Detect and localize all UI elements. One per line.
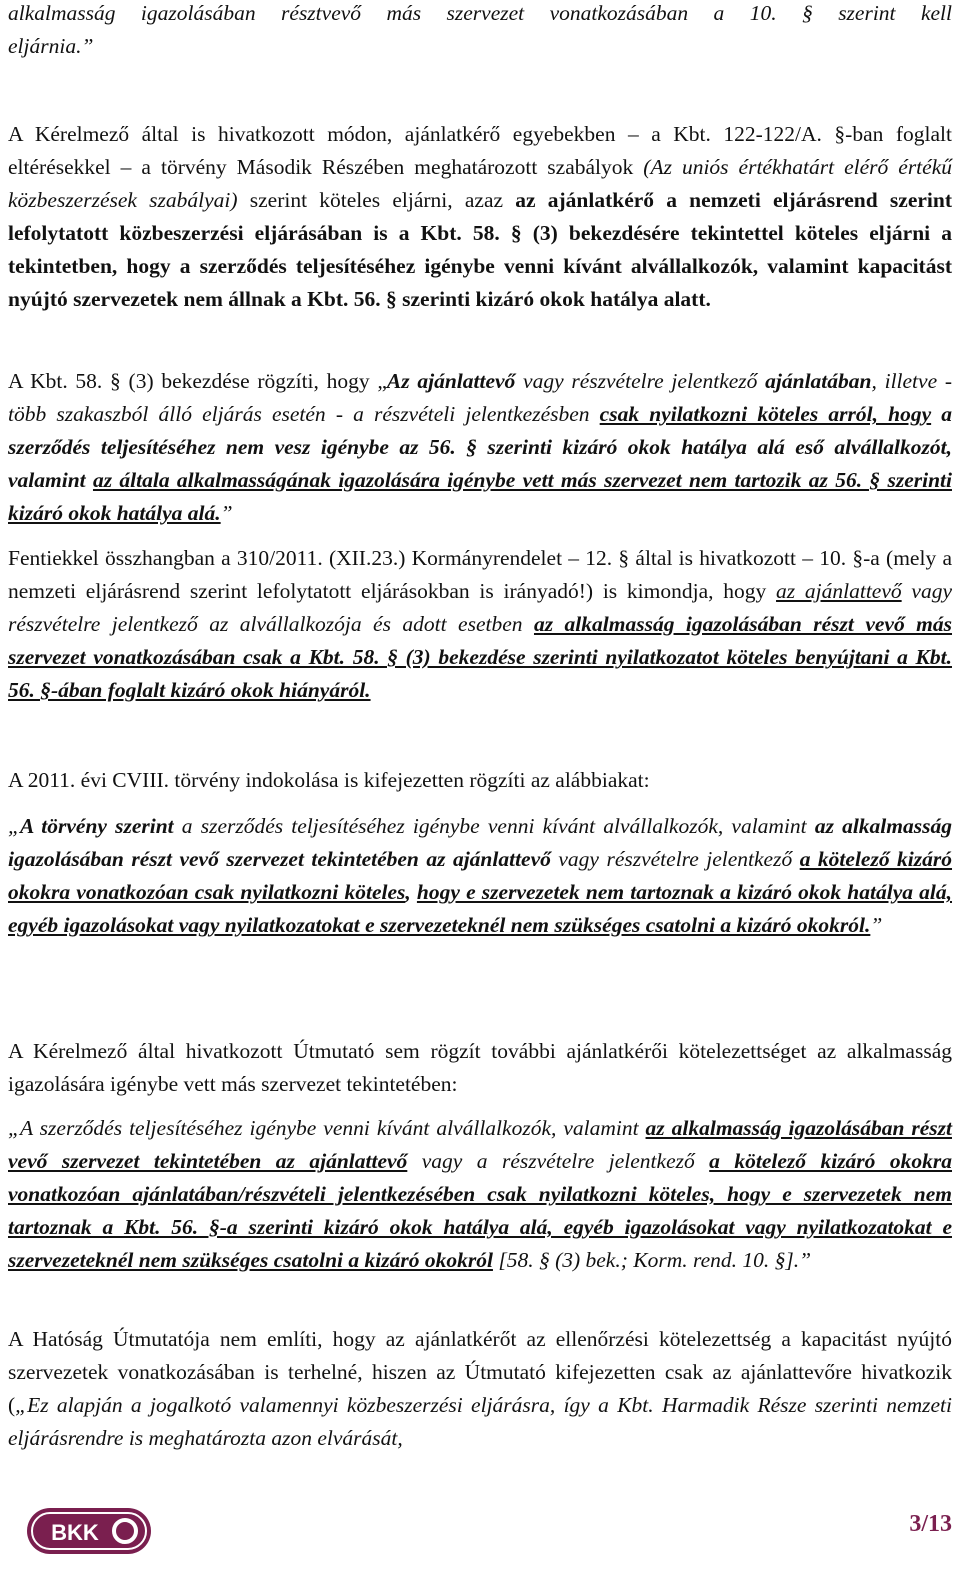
text-run-italic: ” — [220, 501, 233, 525]
text-run-bold: az alkalmasság igazolásában részt vevő szervezet tekintetében az ajánlattevő — [8, 814, 952, 871]
text-run: A Kbt. 58. § (3) bekezdése rögzíti, hogy „ — [8, 369, 387, 393]
paragraph-kerelmezo — [8, 118, 952, 316]
text-run-bold-underline: hogy e szervezetek nem tartoznak a kizáró okok hatálya alá, egyéb igazolásokat vagy nyilatkozatokat e szervezeteknél nem szükséges csatolni a kizáró okokról. — [8, 880, 952, 937]
paragraph-kbt-58 — [8, 365, 952, 530]
paragraph-utmutato-quote — [8, 1112, 952, 1277]
text-run-italic: „Ez alapján a jogalkotó valamennyi közbeszerzési eljárásra, így a Kbt. Harmadik Része szerinti nemzeti eljárásrendre is meghatározta azon elvárását, — [8, 1393, 952, 1450]
text-run-bold-underline: a kötelező kizáró okokra vonatkozóan ajánlatában/részvételi jelentkezésében csak nyilatkozni köteles, hogy e szervezetek nem tartoznak a Kbt. 56. §-a szerinti kizáró okok hatálya alá, egyéb igazolásokat vagy nyilatkozatokat e szervezeteknél nem szükséges csatolni a kizáró okokról — [8, 1149, 952, 1272]
paragraph-indokolas-quote — [8, 810, 952, 942]
text-line: alkalmasság igazolásában résztvevő más szervezet vonatkozásában a 10. § szerint kell — [8, 1, 952, 25]
text-run-bold-italic-underline: az általa alkalmasságának igazolására igénybe vett más szervezet nem tartozik az 56. § szerinti kizáró okok hatálya alá. — [8, 468, 952, 525]
text-run: Fentiekkel összhangban a 310/2011. (XII.23.) Kormányrendelet – 12. § által is hivatkozott – 10. §-a (mely a nemzeti eljárásrend szerint lefolytatott eljárásokban is irányadó!) is kimondja, hogy — [8, 546, 952, 603]
text-run: A Kérelmező által hivatkozott Útmutató sem rögzít további ajánlatkérői kötelezettséget az alkalmasság igazolására igénybe vett más szervezet tekintetében: — [8, 1039, 952, 1096]
text-run: A Kérelmező által is hivatkozott módon, ajánlatkérő egyebekben – a Kbt. 122-122/A. §-ban foglalt eltérésekkel – a törvény Második Részében meghatározott szabályok — [8, 122, 952, 179]
text-run-bold: , — [405, 880, 417, 904]
page-number: 3/13 — [909, 1511, 952, 1537]
bkk-logo — [25, 1502, 153, 1560]
text-run: „A szerződés teljesítéséhez igénybe venni kívánt alvállalkozók, valamint — [8, 1116, 646, 1140]
text-run: ” — [870, 913, 883, 937]
text-run-bold-underline: az alkalmasság igazolásában részt vevő szervezet tekintetében az ajánlattevő — [8, 1116, 952, 1173]
text-run-bold-italic-underline: csak nyilatkozni köteles arról, hogy — [599, 402, 932, 426]
text-run-italic-underline: az ajánlattevő — [776, 579, 902, 603]
paragraph-utmutato — [8, 1035, 952, 1101]
text-run-italic: vagy részvételre jelentkező — [515, 369, 766, 393]
text-run: „ — [8, 814, 20, 838]
text-run-bold-italic-underline: az alkalmasság igazolásában részt vevő más szervezet vonatkozásában csak a Kbt. 58. § (3) bekezdése szerinti nyilatkozatot köteles benyújtani a Kbt. 56. §-ában foglalt kizáró okok hiányáról. — [8, 612, 952, 702]
text-run-bold-italic: a szerződés teljesítéséhez nem vesz igénybe az 56. § szerinti kizáró okok hatálya alá eső alvállalkozót, valamint — [8, 402, 953, 492]
text-run: a szerződés teljesítéséhez igénybe venni kívánt alvállalkozók, valamint — [173, 814, 815, 838]
text-run: vagy a részvételre jelentkező — [407, 1149, 710, 1173]
text-run: A 2011. évi CVIII. törvény indokolása is kifejezetten rögzíti az alábbiakat: — [8, 768, 650, 792]
text-run-italic: (Az uniós értékhatárt elérő értékű közbeszerzések szabályai) — [8, 155, 952, 212]
text-run-italic: , illetve - több szakaszból álló eljárás esetén - a részvételi jelentkezésben — [8, 369, 953, 426]
logo-text: BKK — [51, 1520, 99, 1545]
text-run-italic: vagy részvételre jelentkező az alvállalkozója és adott esetben — [8, 579, 952, 636]
text-run: szerint köteles eljárni, azaz — [237, 188, 516, 212]
bkk-logo-icon — [25, 1502, 153, 1560]
paragraph-hatosag — [8, 1323, 952, 1455]
paragraph-indokolas — [8, 764, 952, 797]
text-run-bold-italic: ajánlatában — [765, 369, 872, 393]
paragraph-quote-end — [8, 0, 952, 63]
text-line: eljárnia.” — [8, 34, 94, 58]
paragraph-kormanyrendelet — [8, 542, 952, 707]
text-run: vagy részvételre jelentkező — [550, 847, 800, 871]
text-run-bold-underline: a kötelező kizáró okokra vonatkozóan csak nyilatkozni köteles — [8, 847, 953, 904]
text-run: [58. § (3) bek.; Korm. rend. 10. §].” — [492, 1248, 812, 1272]
text-run-bold: A törvény szerint — [19, 814, 174, 838]
text-run-bold: az ajánlatkérő a nemzeti eljárásrend szerint lefolytatott közbeszerzési eljárásában is a Kbt. 58. § (3) bekezdésére tekintettel köteles eljárni a tekintetben, hogy a szerződés teljesítéséhez igénybe venni kívánt alvállalkozók, valamint kapacitást nyújtó szervezetek nem állnak a Kbt. 56. § szerinti kizáró okok hatálya alatt. — [8, 188, 952, 311]
text-run-bold-italic: Az ajánlattevő — [386, 369, 516, 393]
text-run: A Hatóság Útmutatója nem említi, hogy az ajánlatkérőt az ellenőrzési kötelezettség a kapacitást nyújtó szervezetek vonatkozásában is terhelné, hiszen az Útmutató kifejezetten csak az ajánlattevőre hivatkozik ( — [8, 1327, 952, 1417]
